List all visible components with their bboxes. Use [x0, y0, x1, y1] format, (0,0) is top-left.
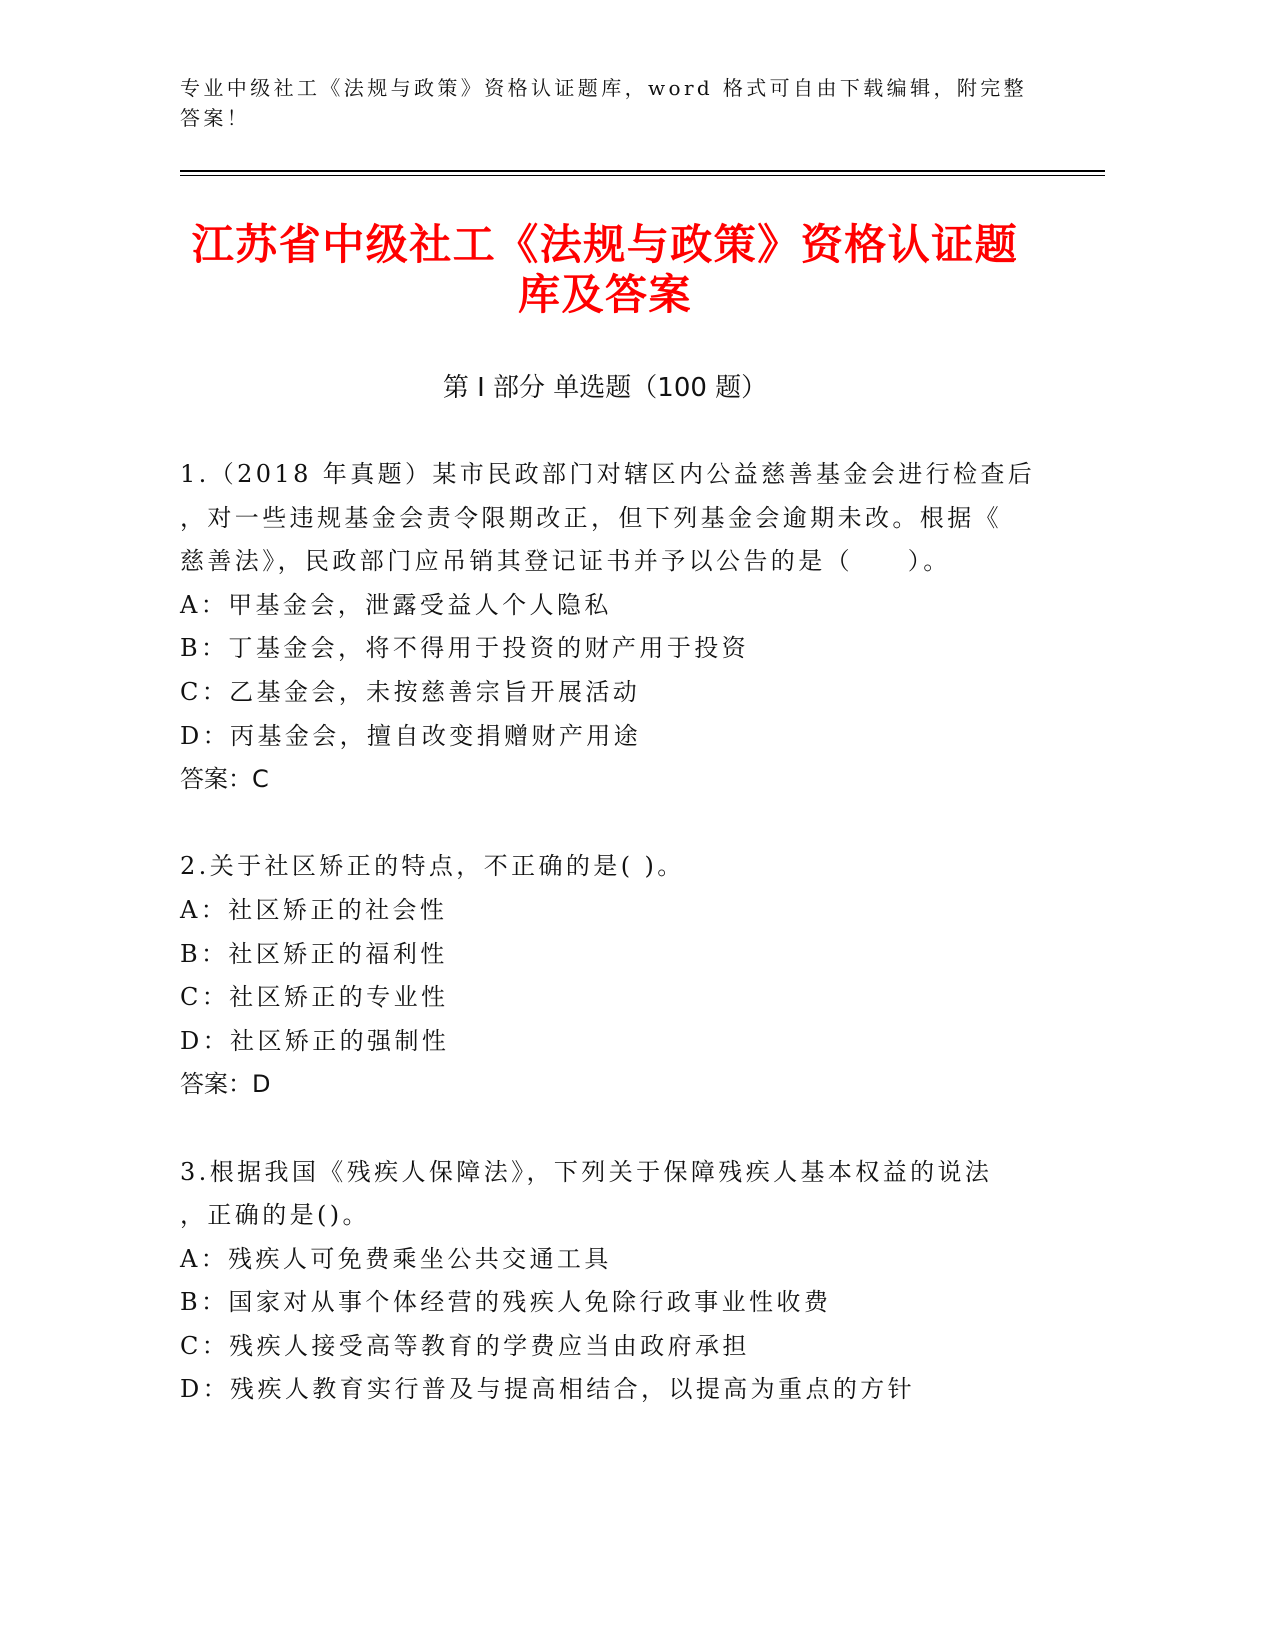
question-stem-line: 2.关于社区矫正的特点，不正确的是( )。: [180, 852, 685, 881]
question-stem-line: ，正确的是()。: [180, 1201, 370, 1230]
question-1: [180, 453, 1080, 802]
question-stem-line: 3.根据我国《残疾人保障法》，下列关于保障残疾人基本权益的说法: [180, 1157, 993, 1186]
option-b: B：国家对从事个体经营的残疾人免除行政事业性收费: [180, 1288, 832, 1317]
option-a: A：社区矫正的社会性: [180, 895, 448, 924]
option-d: D：社区矫正的强制性: [180, 1026, 450, 1055]
header-rule-thin: [180, 175, 1105, 176]
question-list: [180, 453, 1080, 1456]
header-line: 专业中级社工《法规与政策》资格认证题库，word 格式可自由下载编辑，附完整: [180, 76, 1028, 100]
option-a: A：残疾人可免费乘坐公共交通工具: [180, 1244, 612, 1273]
option-c: C：社区矫正的专业性: [180, 983, 449, 1012]
question-2: [180, 845, 1080, 1107]
option-a: A：甲基金会，泄露受益人个人隐私: [180, 590, 612, 619]
section-heading: 第 I 部分 单选题（100 题）: [442, 373, 768, 403]
question-3: [180, 1151, 1080, 1413]
answer-line: 答案：C: [180, 765, 269, 794]
option-b: B：社区矫正的福利性: [180, 939, 448, 968]
option-d: D：残疾人教育实行普及与提高相结合，以提高为重点的方针: [180, 1375, 916, 1404]
option-b: B：丁基金会，将不得用于投资的财产用于投资: [180, 634, 750, 663]
question-stem-line: 慈善法》，民政部门应吊销其登记证书并予以公告的是（ ）。: [180, 547, 951, 576]
answer-line: 答案：D: [180, 1070, 271, 1099]
document-header: [180, 73, 1080, 133]
option-c: C：残疾人接受高等教育的学费应当由政府承担: [180, 1331, 750, 1360]
question-stem-line: ，对一些违规基金会责令限期改正，但下列基金会逾期未改。根据《: [180, 503, 1002, 532]
document-title: [180, 220, 1030, 320]
header-rule-thick: [180, 170, 1105, 172]
question-stem-line: 1.（2018 年真题）某市民政部门对辖区内公益慈善基金会进行检查后: [180, 460, 1036, 488]
option-c: C：乙基金会，未按慈善宗旨开展活动: [180, 677, 641, 706]
title-line: 库及答案: [517, 270, 692, 319]
header-line: 答案！: [180, 106, 251, 130]
title-line: 江苏省中级社工《法规与政策》资格认证题: [191, 220, 1019, 269]
option-d: D：丙基金会，擅自改变捐赠财产用途: [180, 721, 642, 750]
